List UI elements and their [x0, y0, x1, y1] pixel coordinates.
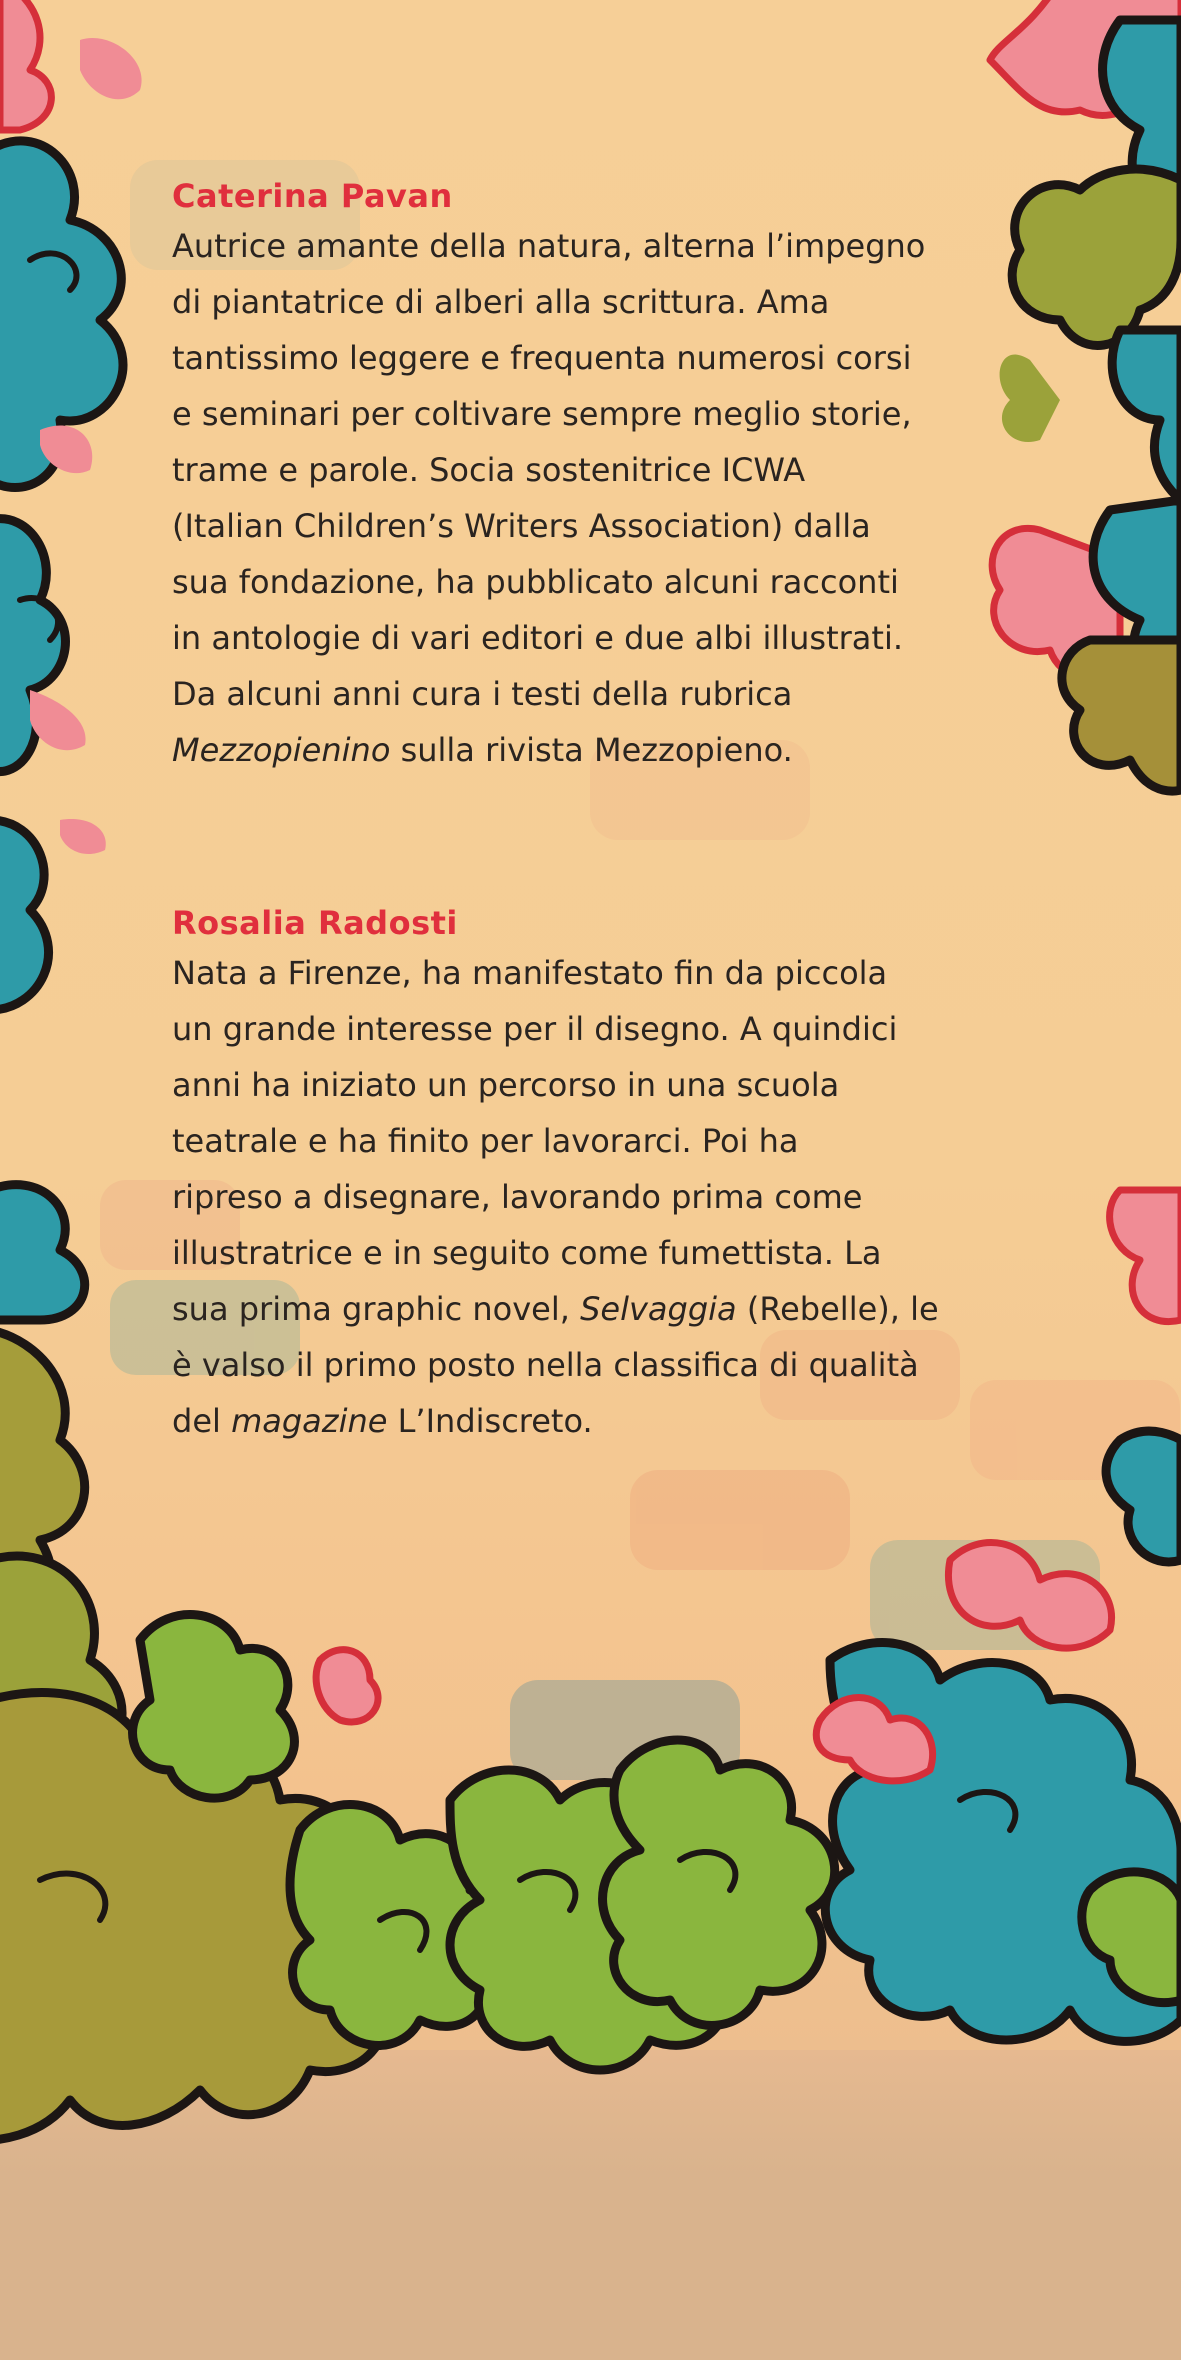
- bio-line: sua fondazione, ha pubblicato alcuni racconti: [172, 563, 899, 601]
- bio-line: (Italian Children’s Writers Association) dalla: [172, 507, 871, 545]
- bio-line: Da alcuni anni cura i testi della rubrica: [172, 675, 793, 713]
- author-bio-1: [172, 176, 1052, 778]
- author-name: Caterina Pavan: [172, 177, 453, 215]
- bio-line: teatrale e ha finito per lavorarci. Poi ha: [172, 1122, 799, 1160]
- author-name: Rosalia Radosti: [172, 904, 458, 942]
- bio-line: ripreso a disegnare, lavorando prima come: [172, 1178, 863, 1216]
- bio-line: Nata a Firenze, ha manifestato fin da piccola: [172, 954, 888, 992]
- italic-word: magazine: [231, 1402, 388, 1440]
- bio-line: tantissimo leggere e frequenta numerosi corsi: [172, 339, 912, 377]
- bio-line: anni ha iniziato un percorso in una scuola: [172, 1066, 840, 1104]
- bushes-bottom: [0, 1431, 1181, 2140]
- author-bio-2: [172, 903, 1052, 1449]
- bio-line: trame e parole. Socia sostenitrice ICWA: [172, 451, 806, 489]
- bio-line: e seminari per coltivare sempre meglio storie,: [172, 395, 912, 433]
- author-bio-text: [172, 945, 1052, 1449]
- bio-line: Autrice amante della natura, alterna l’impegno: [172, 227, 926, 265]
- flowers-top-left: [0, 0, 142, 1320]
- bio-line: in antologie di vari editori e due albi illustrati.: [172, 619, 903, 657]
- bio-line: del magazine L’Indiscreto.: [172, 1402, 593, 1440]
- bio-line: di piantatrice di alberi alla scrittura. Ama: [172, 283, 830, 321]
- bio-line: è valso il primo posto nella classifica di qualità: [172, 1346, 919, 1384]
- italic-title: Selvaggia: [580, 1290, 737, 1328]
- bio-line: un grande interesse per il disegno. A quindici: [172, 1010, 898, 1048]
- bio-line: illustratrice e in seguito come fumettista. La: [172, 1234, 882, 1272]
- author-bio-text: [172, 218, 1052, 778]
- bio-line: sua prima graphic novel, Selvaggia (Rebelle), le: [172, 1290, 939, 1328]
- italic-title: Mezzopienino: [172, 731, 391, 769]
- bio-line: Mezzopienino sulla rivista Mezzopieno.: [172, 731, 793, 769]
